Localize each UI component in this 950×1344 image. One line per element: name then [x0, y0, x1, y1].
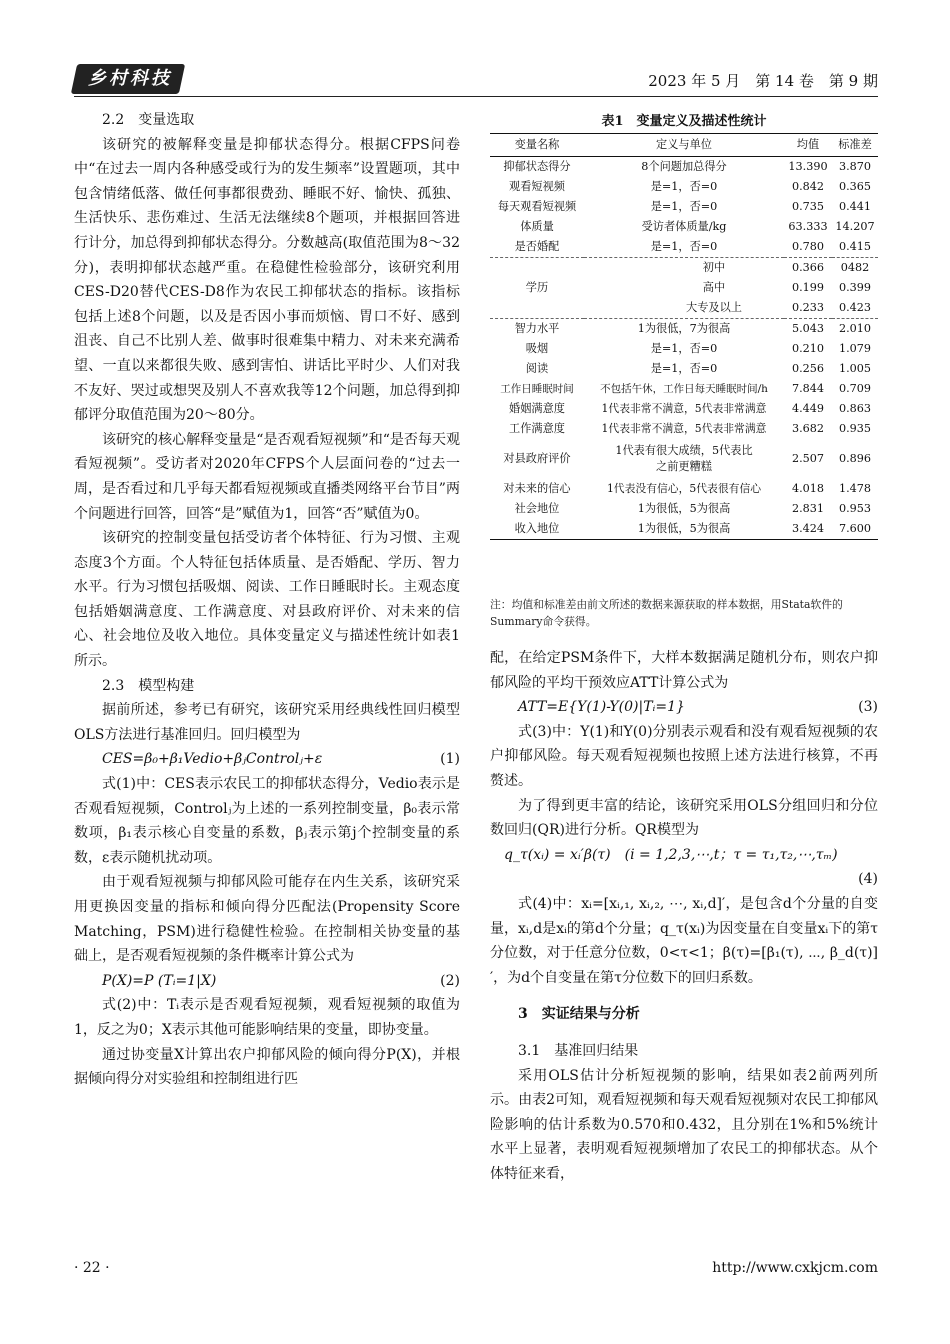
cell: 0482: [832, 258, 878, 279]
paragraph: 据前所述，参考已有研究，该研究采用经典线性回归模型OLS方法进行基准回归。回归模型为: [74, 702, 460, 743]
table-header: 均值: [784, 134, 832, 157]
formula-text: CES=β₀+β₁Vedio+βⱼControlⱼ+ε: [102, 751, 323, 768]
cell: 0.256: [791, 362, 825, 375]
table-row: [490, 197, 878, 217]
cell: 2.831: [791, 502, 825, 515]
table-row: [490, 177, 878, 197]
cell: 收入地位: [490, 519, 584, 540]
left-column: [74, 108, 460, 1092]
cell: 1为很低，5为很高: [637, 502, 731, 515]
paragraph: 式(4)中：xᵢ=[xᵢ,₁, xᵢ,₂, ⋯, xᵢ,d]′，是包含d个分量的自变量，xᵢ,d是xᵢ的第d个分量；q_τ(xᵢ)为因变量在自变量xᵢ下的第τ分位数，对于任意分位数，0<τ<1；β(τ)=[β₁(τ), ⋯, β_d(τ)]′，为d个自变量在第τ分位数下的回归系数。: [490, 895, 878, 986]
cell: 3.870: [838, 160, 872, 173]
cell: 1.005: [838, 362, 872, 375]
cell: 14.207: [835, 220, 875, 233]
cell: 每天观看短视频: [497, 200, 577, 213]
cell: 63.333: [788, 220, 828, 233]
table-header: 变量名称: [490, 134, 584, 157]
paragraph: 该研究的核心解释变量是“是否观看短视频”和“是否每天观看短视频”。受访者对2020年CFPS个人层面问卷的“过去一周，是否看过和几乎每天都看短视频或直播类网络平台节目”两个问题进行回答，回答“是”赋值为1，回答“否”赋值为0。: [74, 431, 460, 522]
cell: 4.449: [791, 402, 825, 415]
cell: 工作日睡眠时间: [500, 383, 574, 395]
cell: 工作满意度: [509, 422, 565, 435]
table-row: [490, 359, 878, 379]
cell: 是=1，否=0: [650, 240, 718, 253]
cell: 0.842: [791, 180, 825, 193]
cell: 0.709: [838, 382, 872, 395]
table-row: [490, 519, 878, 540]
table-title: 表1 变量定义及描述性统计: [601, 114, 767, 129]
cell: 对未来的信心: [503, 482, 571, 495]
paragraph: 由于观看短视频与抑郁风险可能存在内生关系，该研究采用更换因变量的指标和倾向得分匹配法(Propensity Score Matching，PSM)进行稳健性检验。在控制相关协变量的基础上，是否观看短视频的条件概率计算公式为: [74, 874, 460, 965]
cell: 0.735: [791, 200, 825, 213]
header-rule: [74, 96, 878, 97]
formula-4: [490, 843, 878, 868]
cell: 4.018: [791, 482, 825, 495]
table-note: 注：均值和标准差由前文所述的数据来源获取的样本数据，用Stata软件的Summary命令获得。: [490, 598, 843, 628]
paragraph: 式(1)中：CES表示农民工的抑郁状态得分，Vedio表示是否观看短视频，Controlⱼ为上述的一系列控制变量，β₀表示常数项，β₁表示核心自变量的系数，βⱼ表示第j个控制变量的系数，ε表示随机扰动项。: [74, 776, 460, 866]
paragraph: 采用OLS估计分析短视频的影响，结果如表2前两列所示。由表2可知，观看短视频和每天观看短视频对农民工抑郁风险影响的估计系数为0.570和0.432，且分别在1%和5%统计水平上显著，表明观看短视频增加了农民工的抑郁状态。从个体特征来看，: [490, 1067, 878, 1182]
section-heading-2-2: 2.2 变量选取: [102, 112, 195, 128]
cell: 0.953: [838, 502, 872, 515]
table-row: [490, 339, 878, 359]
cell: 0.423: [838, 301, 872, 314]
cell: 0.199: [791, 281, 825, 294]
paragraph: 为了得到更丰富的结论，该研究采用OLS分组回归和分位数回归(QR)进行分析。QR模型为: [490, 797, 878, 839]
cell: 0.233: [791, 301, 825, 314]
cell: 1为很低，5为很高: [584, 519, 784, 540]
cell: 0.863: [838, 402, 872, 415]
table-row: [490, 217, 878, 237]
cell: 2.507: [791, 452, 825, 465]
table-row: [490, 399, 878, 419]
cell: 0.935: [838, 422, 872, 435]
cell: 社会地位: [514, 502, 560, 515]
table-row: [490, 258, 878, 279]
cell: 是=1，否=0: [650, 180, 718, 193]
paragraph: 配，在给定PSM条件下，大样本数据满足随机分布，则农户抑郁风险的平均干预效应ATT计算公式为: [490, 650, 878, 691]
cell: 5.043: [784, 319, 832, 340]
journal-url[interactable]: http://www.cxkjcm.com: [712, 1260, 878, 1276]
cell: 0.365: [838, 180, 872, 193]
journal-logo: 乡村科技: [88, 68, 172, 89]
table-row: [490, 439, 878, 479]
formula-3: [490, 695, 878, 720]
section-heading-3-1: 3.1 基准回归结果: [518, 1042, 639, 1059]
section-heading-2-3: 2.3 模型构建: [102, 677, 195, 694]
cell: 13.390: [788, 160, 828, 173]
cell: 不包括午休，工作日每天睡眠时间/h: [600, 383, 768, 395]
issue-info: 2023 年 5 月 第 14 卷 第 9 期: [648, 72, 878, 90]
cell: 是=1，否=0: [650, 342, 718, 355]
cell: 智力水平: [490, 319, 584, 340]
table-row: [490, 157, 878, 178]
cell: 1.079: [838, 342, 872, 355]
table-header: 定义与单位: [584, 134, 784, 157]
section-heading-3: 3 实证结果与分析: [518, 1006, 640, 1023]
cell: 1代表没有信心，5代表很有信心: [606, 482, 762, 495]
cell: 吸烟: [525, 342, 549, 355]
cell: 初中: [584, 258, 784, 279]
paragraph: 该研究的被解释变量是抑郁状态得分。根据CFPS问卷中“在过去一周内各种感受或行为的发生频率”设置题项，其中包含情绪低落、做任何事都很费劲、睡眠不好、愉快、孤独、生活快乐、悲伤难过、生活无法继续8个题项，并根据回答进行计分，加总得到抑郁状态得分。分数越高(取值范围为8～32分)，表明抑郁状态越严重。在稳健性检验部分，该研究利用CES-D20替代CES-D8作为农民工抑郁状态的指标。该指标包括上述8个问题，以及是否因小事而烦恼、胃口不好、感到沮丧、自己不比别人差、做事时很难集中精力、对未来充满希望、一直以来都很失败、感到害怕、讲话比平时少、人们对我不友好、哭过或想哭及别人不喜欢我等12个问题，加总得到抑郁评分取值范围为20～80分。: [74, 136, 460, 424]
paragraph: 该研究的控制变量包括受访者个体特征、行为习惯、主观态度3个方面。个人特征包括体质量、是否婚配、学历、智力水平。行为习惯包括吸烟、阅读、工作日睡眠时长。主观态度包括婚姻满意度、工作满意度、对县政府评价、对未来的信心、社会地位及收入地位。具体变量定义与描述性统计如表1所示。: [74, 530, 460, 670]
cell: 体质量: [520, 220, 554, 233]
cell: 1代表有很大成绩，5代表比之前更糟糕: [615, 444, 753, 473]
cell: 对县政府评价: [503, 452, 571, 465]
formula-text: q_τ(xᵢ) = xᵢ′β(τ) (i = 1,2,3,⋯,t；τ = τ₁,τ₂,⋯,τₘ): [504, 846, 838, 863]
formula-1: [74, 747, 460, 772]
cell: 阅读: [525, 362, 549, 375]
cell: 是否婚配: [514, 240, 560, 253]
formula-number: (3): [858, 699, 878, 716]
cell: 学历: [490, 258, 584, 319]
paragraph: 通过协变量X计算出农户抑郁风险的倾向得分P(X)，并根据倾向得分对实验组和控制组进行匹: [74, 1046, 460, 1088]
cell: 3.682: [791, 422, 825, 435]
formula-number: (2): [440, 972, 460, 989]
cell: 1代表非常不满意，5代表非常满意: [601, 422, 767, 435]
page-number: · 22 ·: [74, 1260, 110, 1276]
formula-number: (1): [440, 751, 460, 768]
cell: 0.399: [838, 281, 872, 294]
cell: 8个问题加总得分: [641, 160, 727, 173]
table-row: [490, 319, 878, 340]
cell: 1为很低，7为很高: [584, 319, 784, 340]
cell: 0.780: [791, 240, 825, 253]
cell: 3.424: [784, 519, 832, 540]
formula-2: [74, 969, 460, 994]
paragraph: 式(2)中：Tᵢ表示是否观看短视频，观看短视频的取值为1，反之为0；X表示其他可能影响结果的变量，即协变量。: [74, 997, 460, 1038]
cell: 1代表非常不满意，5代表非常满意: [601, 402, 767, 415]
table-row: [490, 499, 878, 519]
cell: 2.010: [832, 319, 878, 340]
cell: 大专及以上: [686, 301, 742, 314]
cell: 婚姻满意度: [509, 402, 565, 415]
formula-text: P(X)=P (Tᵢ=1|X): [102, 972, 217, 989]
table-row: [490, 237, 878, 258]
table-header: 标准差: [832, 134, 878, 157]
cell: 1.478: [838, 482, 872, 495]
cell: 是=1，否=0: [650, 200, 718, 213]
formula-text: ATT=E{Y(1)-Y(0)|Tᵢ=1}: [518, 699, 685, 716]
cell: 受访者体质量/kg: [641, 220, 727, 233]
cell: 7.600: [832, 519, 878, 540]
cell: 观看短视频: [509, 180, 565, 193]
cell: 0.896: [838, 452, 872, 465]
cell: 是=1，否=0: [650, 362, 718, 375]
cell: 0.441: [838, 200, 872, 213]
table-header-row: [490, 134, 878, 157]
cell: 高中: [702, 281, 726, 294]
paragraph: 式(3)中：Y(1)和Y(0)分别表示观看和没有观看短视频的农户抑郁风险。每天观看短视频也按照上述方法进行核算，不再赘述。: [490, 723, 878, 789]
table-row: [490, 419, 878, 439]
cell: 0.366: [784, 258, 832, 279]
right-column: [490, 646, 878, 1186]
table-row: [490, 379, 878, 399]
table-row: [490, 479, 878, 499]
table-1: [490, 133, 878, 540]
cell: 0.415: [838, 240, 872, 253]
formula-number: (4): [858, 871, 878, 888]
cell: 0.210: [791, 342, 825, 355]
cell: 抑郁状态得分: [503, 160, 571, 173]
cell: 7.844: [791, 382, 825, 395]
